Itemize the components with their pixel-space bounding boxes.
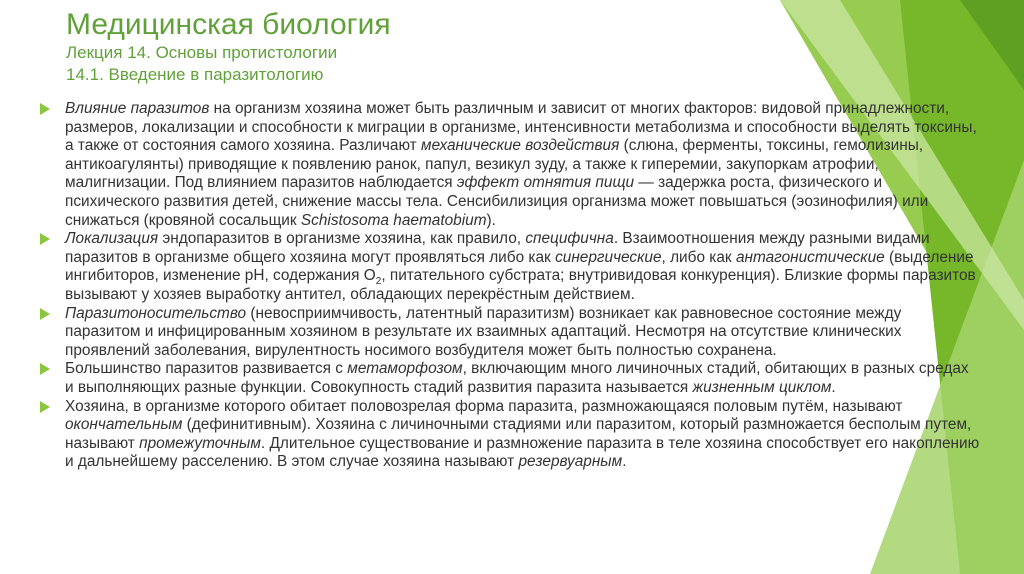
text: (выделение ингибиторов, изменение рН, содержания О: [65, 248, 974, 285]
text: . Длительное существование и размножение паразита в теле хозяина способствует его накоплению и дальнейшему расселению. В этом случае хозяина называют: [65, 434, 980, 471]
text: , включающим много личиночных стадий, обитающих в разных средах и выполняющих разные функции. Совокупность стадий развития паразита называется: [65, 360, 969, 396]
triangle-bullet-icon: [40, 401, 50, 413]
lecture-subtitle: Лекция 14. Основы протистологии: [66, 43, 338, 62]
text: , питательного субстрата; внутривидовая конкуренция). Близкие формы паразитов вызывают у хозяев выработку антител, обладающих перекрёстным действием.: [65, 267, 976, 303]
term: механические воздействия: [421, 137, 620, 155]
term: жизненным циклом: [692, 378, 832, 396]
text: ).: [486, 211, 496, 229]
list-item: [40, 360, 980, 397]
list-item: [40, 398, 980, 472]
term: антагонистические: [735, 248, 885, 266]
triangle-bullet-icon: [40, 233, 50, 245]
subscript: 2: [375, 276, 382, 288]
term: резервуарным: [518, 453, 623, 471]
term: окончательным: [65, 416, 183, 434]
text: .: [831, 378, 836, 396]
triangle-bullet-icon: [40, 363, 50, 375]
text: (невосприимчивость, латентный паразитизм) возникает как равновесное состояние между паразитом и инфицированным хозяином в результате их взаимных адаптаций. Несмотря на отсутствие клинических проявлений заболевания, вирулентность носимого возбудителя может быть полностью сохранена.: [65, 304, 902, 359]
term: Влияние паразитов: [65, 100, 210, 117]
term: Schistosoma haematobium: [300, 211, 487, 229]
text: . Взаимоотношения между разными видами паразитов в организме общего хозяина могут проявляться либо как: [65, 230, 930, 266]
term: промежуточным: [139, 434, 261, 452]
slide-header: [66, 8, 766, 86]
triangle-bullet-icon: [40, 308, 50, 320]
list-item: [40, 230, 980, 304]
text: эндопаразитов в организме хозяина, как правило,: [158, 230, 526, 248]
text: , либо как: [661, 248, 736, 266]
term: Паразитоносительство: [65, 304, 247, 322]
text: Большинство паразитов развивается с: [65, 360, 348, 378]
term: метаморфозом: [347, 360, 463, 378]
list-item: [40, 100, 980, 230]
list-item: [40, 305, 980, 361]
text: Хозяина, в организме которого обитает половозрелая форма паразита, размножающаяся половым путём, называют: [65, 397, 903, 415]
text: на организм хозяина может быть различным и зависит от многих факторов: видовой принадлежности, размеров, локализации и способности к миграции в организме, интенсивности метаболизма и способности выделять токсины, а также от состояния самого хозяина. Различают: [65, 100, 977, 155]
term: Локализация: [65, 230, 159, 248]
term: эффект отнятия пищи: [456, 174, 635, 192]
text: — задержка роста, физического и психического развития детей, снижение массы тела. Сенсибилизиция организма может повышаться (эозинофилия) или снижаться (кровяной сосальщик: [65, 174, 929, 229]
term: синергические: [555, 248, 662, 266]
slide-title: Медицинская биология: [66, 8, 391, 41]
text: .: [622, 453, 627, 471]
section-subtitle: 14.1. Введение в паразитологию: [66, 65, 324, 84]
text: (дефинитивным). Хозяина с личиночными стадиями или паразитом, который размножается бесполым путем, называют: [65, 416, 972, 452]
bullet-list: [40, 100, 980, 472]
triangle-bullet-icon: [40, 103, 50, 115]
term: специфична: [525, 230, 614, 248]
text: (слюна, ферменты, токсины, гемолизины, антикоагулянты) приводящие к появлению ранок, папул, везикул зуду, а также к гиперемии, закупоркам атрофии, малигнизации. Под влиянием паразитов наблюдается: [65, 137, 924, 192]
